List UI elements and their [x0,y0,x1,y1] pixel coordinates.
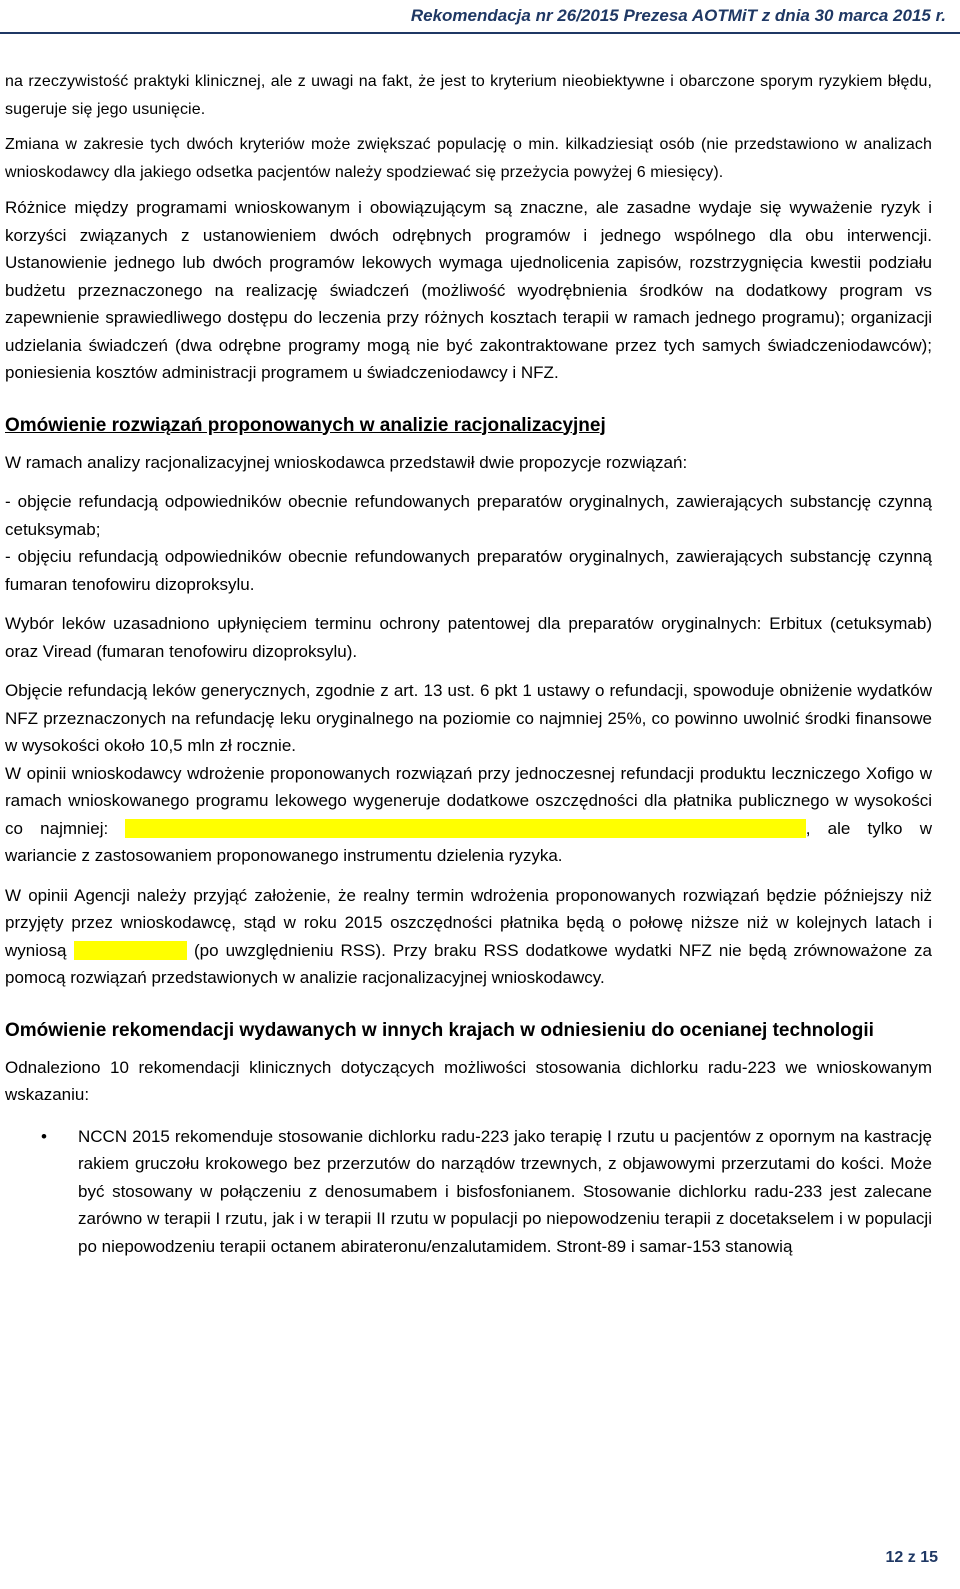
redacted-agency-amount: XXXXXXXXXX [73,940,187,960]
header-rule [0,32,960,34]
list-item-cetuximab: - objęcie refundacją odpowiedników obecnie refundowanych preparatów oryginalnych, zawierających substancję czynną cetuksymab; [5,492,932,539]
paragraph-generic-refund: Objęcie refundacją leków generycznych, zgodnie z art. 13 ust. 6 pkt 1 ustawy o refundacji, spowoduje obniżenie wydatków NFZ przeznaczonych na refundację leku oryginalnego na poziomie co najmniej 25%, co powinno uwolnić środki finansowe w wysokości około 10,5 mln zł rocznie. [5,681,932,755]
paragraph-population-change: Zmiana w zakresie tych dwóch kryteriów może zwiększać populację o min. kilkadziesiąt osób (nie przedstawiono w analizach wnioskodawcy dla jakiego odsetka pacjentów należy spodziewać się przeżycia powyżej 6 miesięcy). [5,136,932,181]
applicant-opinion-text-end: , ale tylko w wariancie z zastosowaniem proponowanego instrumentu dzielenia ryzyka. [5,818,932,865]
paragraph-drug-choice: Wybór leków uzasadniono upłynięciem terminu ochrony patentowej dla preparatów oryginalnych: Erbitux (cetuksymab) oraz Viread (fumaran tenofowiru dizoproksylu). [5,614,932,661]
agency-opinion-text-start: W opinii Agencji należy przyjąć założenie, że realny termin wdrożenia proponowanych rozwiązań będzie późniejszy niż przyjęty przez wnioskodawcę, stąd w roku 2015 oszczędności płatnika będą o połowę niższe niż w kolejnych latach i wyniosą [5,885,932,960]
list-item-nccn-2015 [5,1123,932,1261]
section-heading-rationalization [5,411,932,441]
paragraph-rationalization-intro: W ramach analizy racjonalizacyjnej wnioskodawca przedstawił dwie propozycje rozwiązań: [5,452,688,472]
page-header-title: Rekomendacja nr 26/2015 Prezesa AOTMiT z dnia 30 marca 2015 r. [410,6,946,25]
document-body [5,68,932,1260]
agency-opinion-text-end: (po uwzględnieniu RSS). Przy braku RSS dodatkowe wydatki NFZ nie będą zrównoważone za pomocą rozwiązań przedstawionych w analizie racjonalizacyjnej wnioskodawcy. [5,940,932,987]
bullet-icon: • [41,1126,47,1146]
paragraph-criteria-removal: na rzeczywistość praktyki klinicznej, ale z uwagi na fakt, że jest to kryterium nieobiektywne i obarczone sporym ryzykiem błędu, sugeruje się jego usunięcie. [5,73,932,118]
paragraph-recommendations-intro: Odnaleziono 10 rekomendacji klinicznych dotyczących możliwości stosowania dichlorku radu-223 we wnioskowanym wskazaniu: [5,1057,932,1104]
paragraph-applicant-opinion [5,760,932,870]
section-heading-rationalization-text: Omówienie rozwiązań proponowanych w analizie racjonalizacyjnej [5,414,606,436]
recommendations-list [5,1123,932,1261]
page-number: 12 z 15 [885,1549,938,1566]
applicant-opinion-text-start: W opinii wnioskodawcy wdrożenie proponowanych rozwiązań przy jednoczesnej refundacji produktu leczniczego Xofigo w ramach wnioskowanego programu lekowego wygeneruje dodatkowe oszczędności dla płatnika publicznego w wysokości co najmniej: [5,763,932,838]
redacted-savings-amount: XXXXXXXXXXXXXXXXXXXXXXXXXXXXXXXXXXXXXXXXXXXXXXXXXXXXXXXXXXXX [125,818,806,838]
paragraph-program-differences: Różnice między programami wnioskowanym i obowiązującym są znaczne, ale zasadne wydaje się wyważenie ryzyk i korzyści związanych z ustanowieniem dwóch odrębnych programów i jednego wspólnego dla obu interwencji. Ustanowienie jednego lub dwóch programów lekowych wymaga ujednolicenia zapisów, rozstrzygnięcia kwestii podziału budżetu przeznaczonego na realizację świadczeń (możliwość wyodrębnienia środków na dodatkowy program vs zapewnienie sprawiedliwego dostępu do leczenia przy różnych kosztach terapii w ramach jednego programu); organizacji udzielania świadczeń (dwa odrębne programy mogą nie być zakontraktowane przez tych samych świadczeniodawców); poniesienia kosztów administracji programem u świadczeniodawcy i NFZ. [5,198,932,382]
section-heading-foreign-recommendations: Omówienie rekomendacji wydawanych w innych krajach w odniesieniu do ocenianej technologii [5,1019,874,1041]
list-item-nccn-2015-text: NCCN 2015 rekomenduje stosowanie dichlorku radu-223 jako terapię I rzutu u pacjentów z opornym na kastrację rakiem gruczołu krokowego bez przerzutów do narządów trzewnych, z objawowymi przerzutami do kości. Może być stosowany w połączeniu z denosumabem i bisfosfonianem. Stosowanie dichlorku radu-233 jest zalecane zarówno w terapii I rzutu, jak i w terapii II rzutu w populacji po niepowodzeniu terapii z docetakselem i w populacji po niepowodzeniu terapii octanem abirateronu/enzalutamidem. Stront-89 i samar-153 stanowią [78,1126,932,1256]
list-item-tenofovir: - objęciu refundacją odpowiedników obecnie refundowanych preparatów oryginalnych, zawierających substancję czynną fumaran tenofowiru dizoproksylu. [5,547,932,594]
paragraph-agency-opinion [5,882,932,992]
